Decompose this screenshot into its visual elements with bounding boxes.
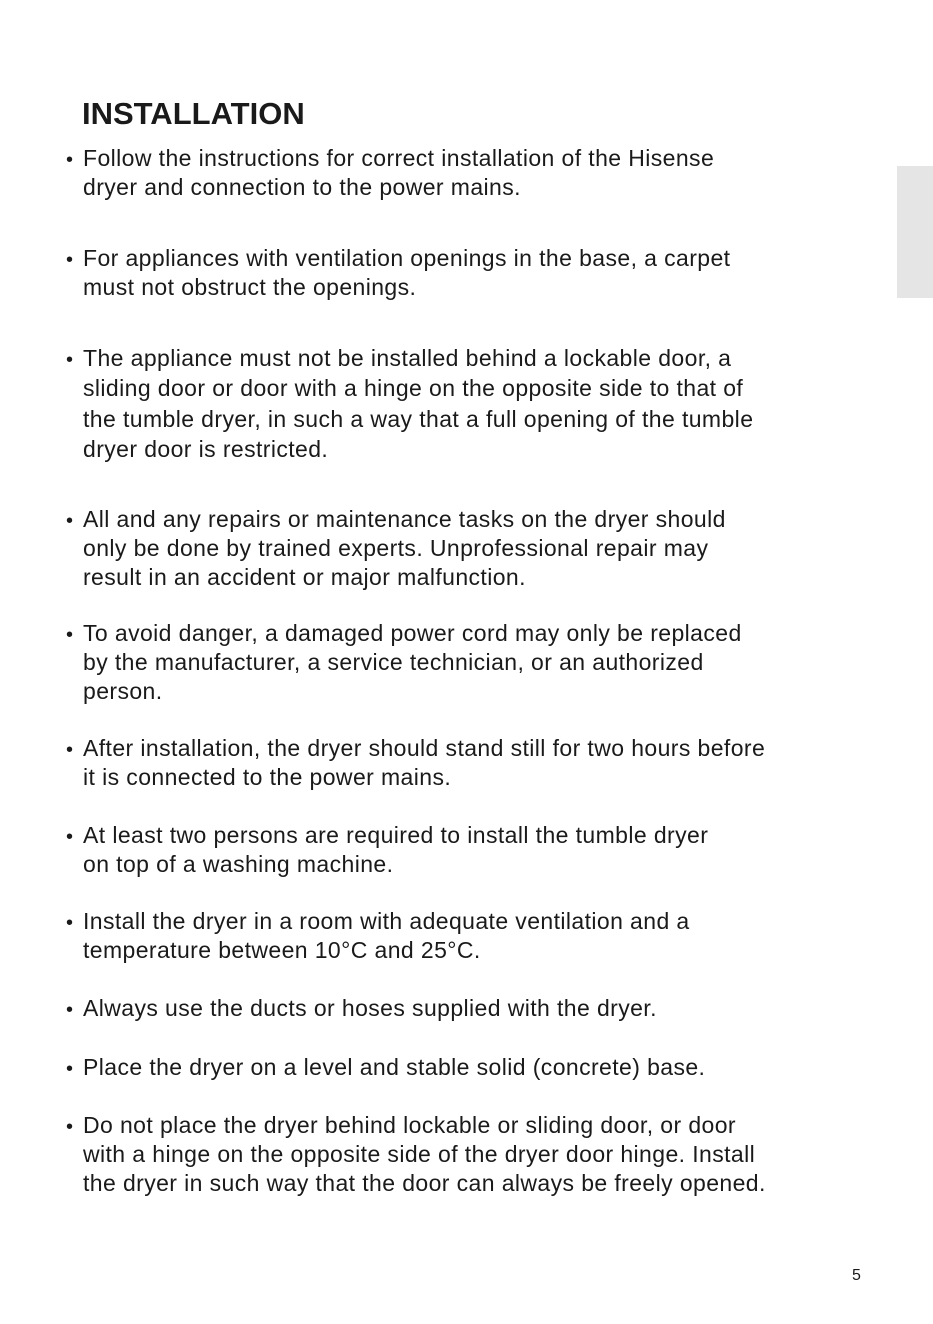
list-item-text: Follow the instructions for correct installation of the Hisense <box>83 145 715 171</box>
list-item-line <box>66 244 886 273</box>
list-item-text: the tumble dryer, in such a way that a full opening of the tumble <box>83 406 754 432</box>
list-item-line <box>66 344 886 373</box>
side-tab-marker <box>897 166 933 298</box>
list-item-line <box>66 1111 886 1140</box>
list-item <box>66 734 886 792</box>
list-item-line <box>66 850 886 879</box>
list-item-line <box>66 1053 886 1082</box>
list-item-text: Always use the ducts or hoses supplied with the dryer. <box>83 995 657 1021</box>
bullet-icon: • <box>66 739 74 761</box>
list-item <box>66 907 886 965</box>
list-item-line <box>66 734 886 763</box>
list-item-text: To avoid danger, a damaged power cord may only be replaced <box>83 620 742 646</box>
list-item-line <box>66 404 886 435</box>
list-item-text: Place the dryer on a level and stable solid (concrete) base. <box>83 1054 706 1080</box>
list-item-text: must not obstruct the openings. <box>83 274 417 300</box>
list-item <box>66 244 886 302</box>
list-item-line <box>66 144 886 173</box>
list-item-text: At least two persons are required to install the tumble dryer <box>83 822 709 848</box>
list-item-text: by the manufacturer, a service technician, or an authorized <box>83 649 704 675</box>
bullet-icon: • <box>66 999 74 1021</box>
list-item-line <box>66 173 886 202</box>
list-item-text: only be done by trained experts. Unprofessional repair may <box>83 535 709 561</box>
list-item-line <box>66 936 886 965</box>
list-item-line <box>66 505 886 534</box>
bullet-icon: • <box>66 826 74 848</box>
list-item-text: Do not place the dryer behind lockable or sliding door, or door <box>83 1112 736 1138</box>
bullet-icon: • <box>66 349 74 371</box>
list-item-text: All and any repairs or maintenance tasks on the dryer should <box>83 506 726 532</box>
list-item-text: Install the dryer in a room with adequate ventilation and a <box>83 908 690 934</box>
list-item <box>66 505 886 592</box>
list-item-text: For appliances with ventilation openings in the base, a carpet <box>83 245 731 271</box>
bullet-icon: • <box>66 149 74 171</box>
list-item-line <box>66 677 886 706</box>
page-number: 5 <box>852 1267 861 1284</box>
list-item-text: the dryer in such way that the door can always be freely opened. <box>83 1170 766 1196</box>
list-item-line <box>66 273 886 302</box>
list-item <box>66 821 886 879</box>
bullet-icon: • <box>66 624 74 646</box>
list-item-line <box>66 619 886 648</box>
list-item-text: dryer door is restricted. <box>83 436 329 462</box>
list-item <box>66 1111 886 1198</box>
list-item-text: After installation, the dryer should stand still for two hours before <box>83 735 766 761</box>
list-item <box>66 619 886 706</box>
list-item-line <box>66 648 886 677</box>
list-item-line <box>66 1140 886 1169</box>
list-item-line <box>66 563 886 592</box>
list-item-text: The appliance must not be installed behind a lockable door, a <box>83 345 732 371</box>
list-item-line <box>66 821 886 850</box>
list-item-text: person. <box>83 678 163 704</box>
list-item <box>66 994 886 1023</box>
list-item-line <box>66 373 886 404</box>
list-item-line <box>66 435 886 464</box>
bullet-icon: • <box>66 1116 74 1138</box>
list-item <box>66 1053 886 1082</box>
list-item-text: on top of a washing machine. <box>83 851 394 877</box>
list-item-text: temperature between 10°C and 25°C. <box>83 937 481 963</box>
bullet-icon: • <box>66 249 74 271</box>
page-title: INSTALLATION <box>82 96 305 131</box>
bullet-icon: • <box>66 912 74 934</box>
list-item-text: dryer and connection to the power mains. <box>83 174 521 200</box>
list-item-line <box>66 763 886 792</box>
list-item <box>66 144 886 202</box>
list-item-text: sliding door or door with a hinge on the opposite side to that of <box>83 375 744 401</box>
bullet-icon: • <box>66 510 74 532</box>
list-item-text: with a hinge on the opposite side of the dryer door hinge. Install <box>83 1141 756 1167</box>
bullet-icon: • <box>66 1058 74 1080</box>
list-item-text: it is connected to the power mains. <box>83 764 452 790</box>
list-item-line <box>66 907 886 936</box>
list-item-line <box>66 534 886 563</box>
list-item <box>66 344 886 464</box>
list-item-line <box>66 1169 886 1198</box>
list-item-line <box>66 994 886 1023</box>
list-item-text: result in an accident or major malfunction. <box>83 564 526 590</box>
